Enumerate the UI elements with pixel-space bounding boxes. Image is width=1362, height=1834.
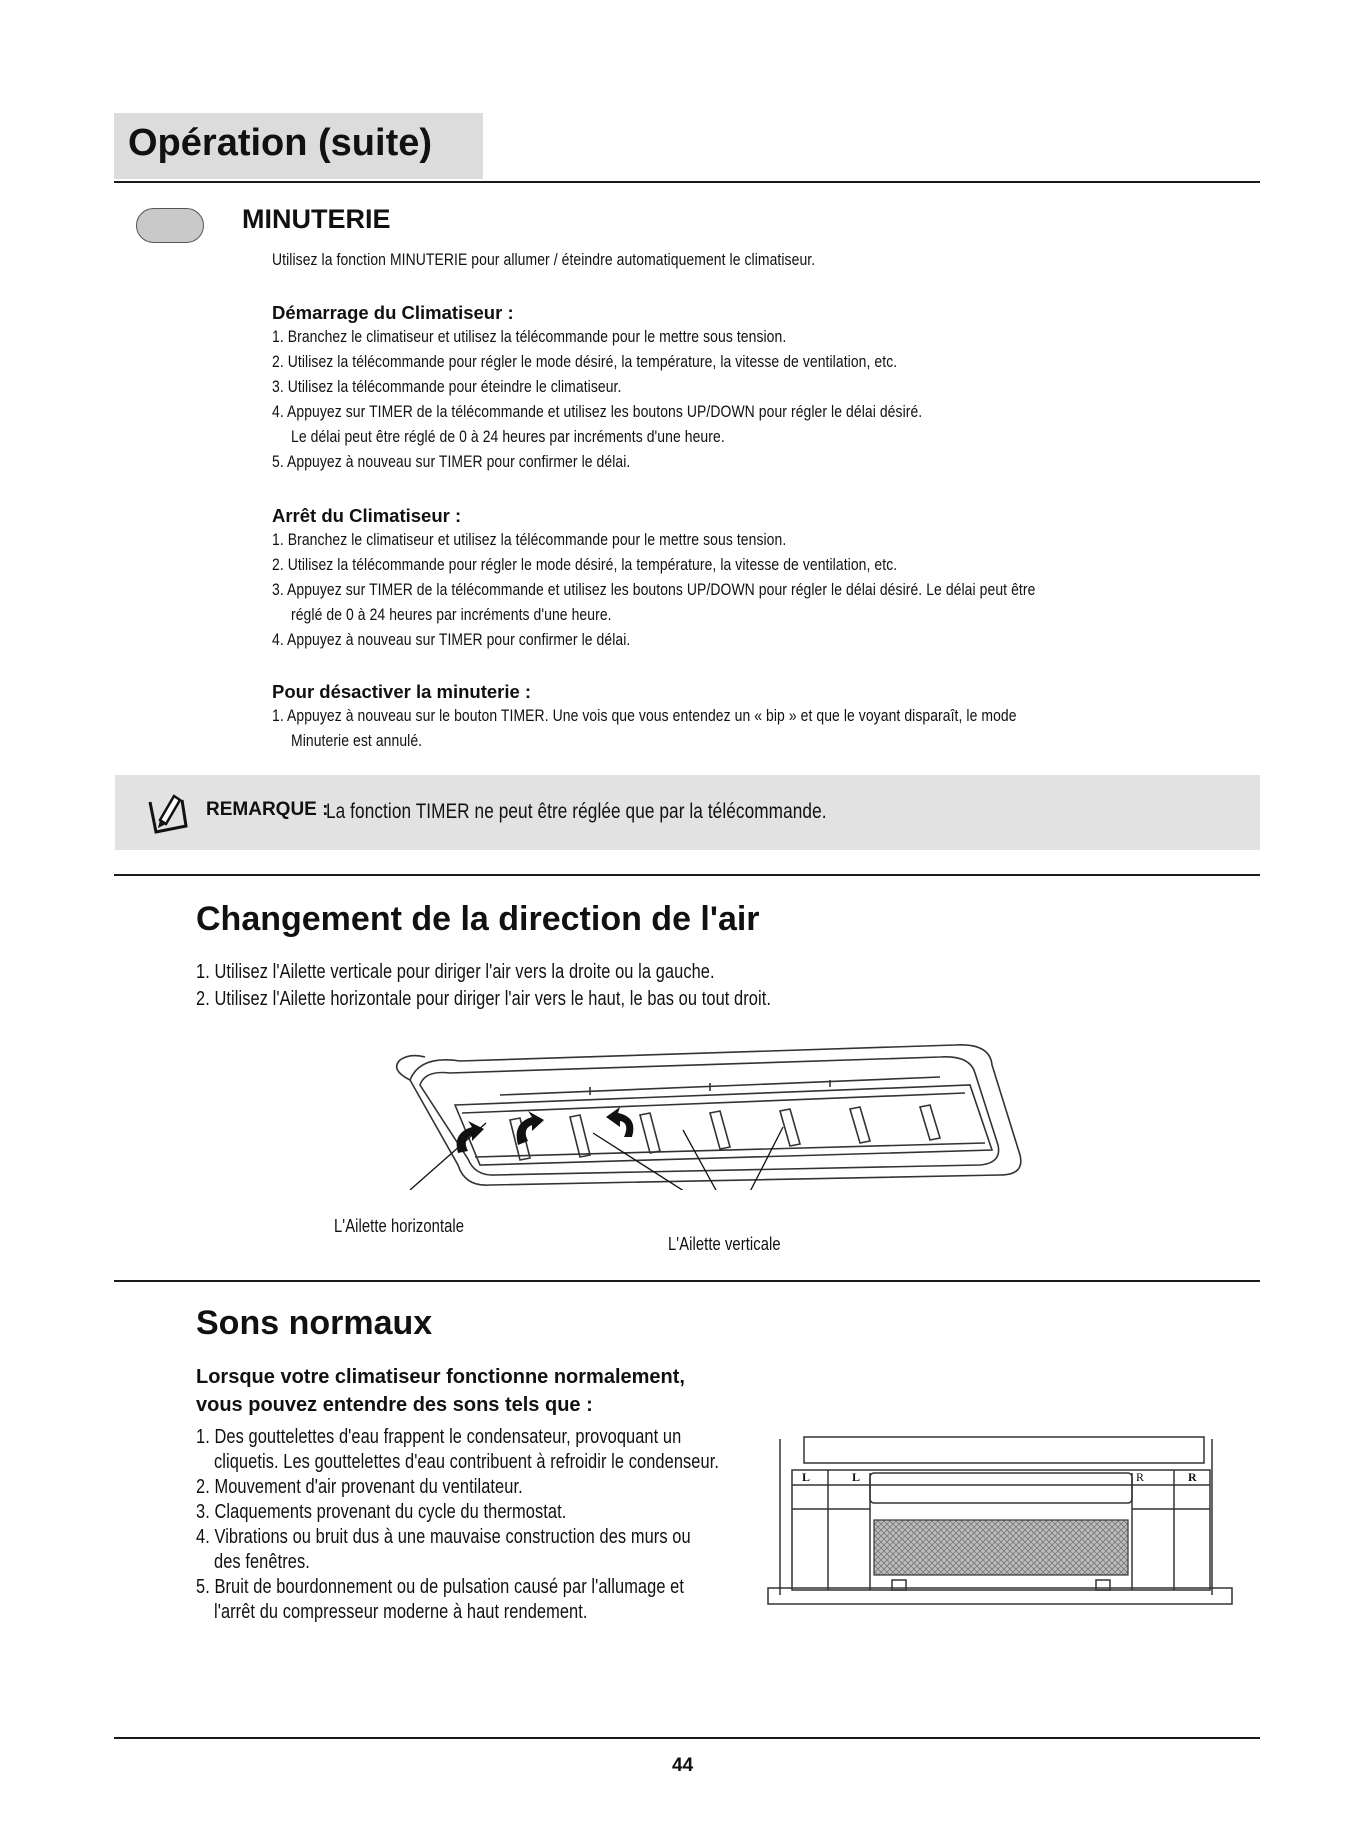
- unit-letter-l2: L: [852, 1470, 861, 1484]
- sounds-line-5: 5. Bruit de bourdonnement ou de pulsation causé par l'allumage et: [196, 1576, 685, 1598]
- grille-icon: [874, 1520, 1128, 1575]
- unit-letter-r2: R: [1188, 1470, 1197, 1484]
- sounds-line-1: 1. Des gouttelettes d'eau frappent le condensateur, provoquant un: [196, 1426, 682, 1448]
- airflow-line-1: 1. Utilisez l'Ailette verticale pour diriger l'air vers la droite ou la gauche.: [196, 961, 715, 983]
- title-rule: [114, 181, 1260, 183]
- stop-line-1: 1. Branchez le climatiseur et utilisez la télécommande pour le mettre sous tension.: [272, 530, 787, 549]
- sounds-line-4b: des fenêtres.: [214, 1551, 310, 1573]
- stop-heading: Arrêt du Climatiseur :: [272, 505, 462, 526]
- start-line-4b: Le délai peut être réglé de 0 à 24 heures par incréments d'une heure.: [291, 427, 725, 446]
- note-label: REMARQUE :: [206, 799, 329, 820]
- page-title: Opération (suite): [128, 122, 433, 164]
- stop-line-2: 2. Utilisez la télécommande pour régler le mode désiré, la température, la vitesse de ventilation, etc.: [272, 555, 898, 574]
- sounds-line-4: 4. Vibrations ou bruit dus à une mauvaise construction des murs ou: [196, 1526, 691, 1548]
- label-horizontal-louver: L'Ailette horizontale: [334, 1216, 465, 1236]
- sounds-heading-2: vous pouvez entendre des sons tels que :: [196, 1394, 593, 1416]
- sounds-line-5b: l'arrêt du compresseur moderne à haut rendement.: [214, 1601, 588, 1623]
- sounds-heading-1: Lorsque votre climatiseur fonctionne normalement,: [196, 1366, 685, 1388]
- window-unit-illustration: [764, 1425, 1236, 1613]
- sounds-line-1b: cliquetis. Les gouttelettes d'eau contribuent à refroidir le condenseur.: [214, 1451, 719, 1473]
- sounds-title: Sons normaux: [196, 1304, 433, 1342]
- label-vertical-louver: L'Ailette verticale: [668, 1234, 781, 1254]
- section-rule-2: [114, 1280, 1260, 1282]
- cancel-heading: Pour désactiver la minuterie :: [272, 681, 532, 702]
- cancel-line-1b: Minuterie est annulé.: [291, 731, 423, 750]
- airflow-title: Changement de la direction de l'air: [196, 900, 760, 938]
- air-conditioner-louver-illustration: [380, 1025, 1030, 1190]
- timer-intro: Utilisez la fonction MINUTERIE pour allumer / éteindre automatiquement le climatiseur.: [272, 250, 816, 269]
- unit-letter-r1: R: [1136, 1470, 1145, 1484]
- timer-button-icon: [136, 208, 204, 243]
- timer-title: MINUTERIE: [242, 204, 391, 234]
- stop-line-3: 3. Appuyez sur TIMER de la télécommande et utilisez les boutons UP/DOWN pour régler le délai désiré. Le délai peut être: [272, 580, 1036, 599]
- footer-rule: [114, 1737, 1260, 1739]
- section-rule-1: [114, 874, 1260, 876]
- note-icon: [146, 790, 192, 836]
- start-line-5: 5. Appuyez à nouveau sur TIMER pour confirmer le délai.: [272, 452, 631, 471]
- stop-line-4: 4. Appuyez à nouveau sur TIMER pour confirmer le délai.: [272, 630, 631, 649]
- start-line-3: 3. Utilisez la télécommande pour éteindre le climatiseur.: [272, 377, 622, 396]
- stop-line-3b: réglé de 0 à 24 heures par incréments d'une heure.: [291, 605, 612, 624]
- sounds-line-3: 3. Claquements provenant du cycle du thermostat.: [196, 1501, 567, 1523]
- start-line-1: 1. Branchez le climatiseur et utilisez la télécommande pour le mettre sous tension.: [272, 327, 787, 346]
- note-text: La fonction TIMER ne peut être réglée que par la télécommande.: [326, 800, 827, 823]
- cancel-line-1: 1. Appuyez à nouveau sur le bouton TIMER. Une vois que vous entendez un « bip » et que le voyant disparaît, le mode: [272, 706, 1017, 725]
- sounds-line-2: 2. Mouvement d'air provenant du ventilateur.: [196, 1476, 523, 1498]
- start-line-4: 4. Appuyez sur TIMER de la télécommande et utilisez les boutons UP/DOWN pour régler le délai désiré.: [272, 402, 923, 421]
- unit-letter-l1: L: [802, 1470, 811, 1484]
- airflow-line-2: 2. Utilisez l'Ailette horizontale pour diriger l'air vers le haut, le bas ou tout droit.: [196, 988, 772, 1010]
- start-line-2: 2. Utilisez la télécommande pour régler le mode désiré, la température, la vitesse de ventilation, etc.: [272, 352, 898, 371]
- start-heading: Démarrage du Climatiseur :: [272, 302, 514, 323]
- page-number: 44: [672, 1755, 694, 1776]
